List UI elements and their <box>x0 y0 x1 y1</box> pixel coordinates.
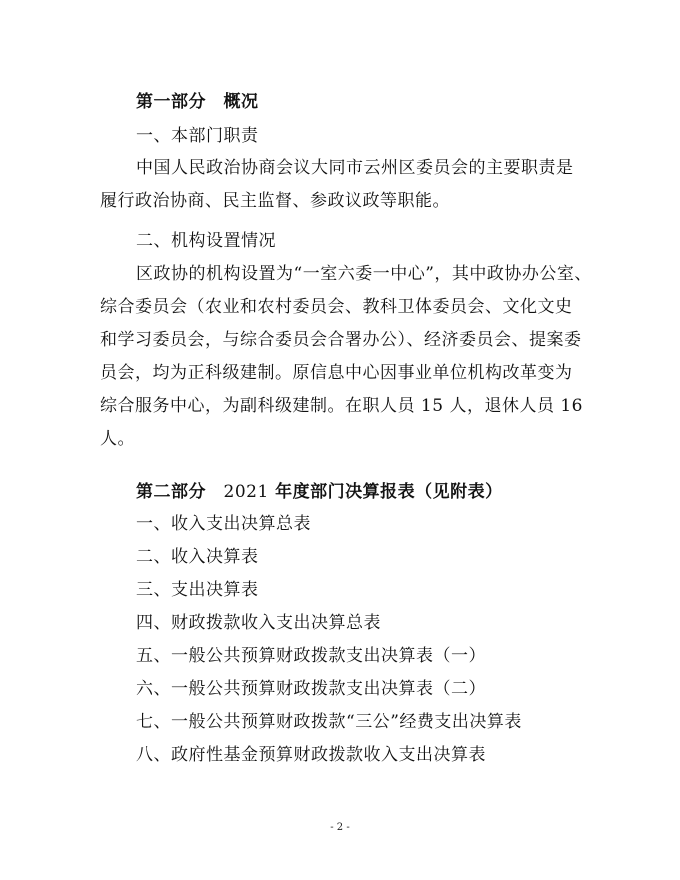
section2-paragraph-line-3: 和学习委员会，与综合委员会合署办公）、经济委员会、提案委 <box>100 330 582 350</box>
section2-heading: 二、机构设置情况 <box>136 231 276 251</box>
section1-paragraph-line-1: 中国人民政治协商会议大同市云州区委员会的主要职责是 <box>136 158 574 178</box>
list-item: 八、政府性基金预算财政拨款收入支出决算表 <box>136 745 486 765</box>
list-item: 六、一般公共预算财政拨款支出决算表（二） <box>136 679 486 699</box>
list-item: 二、收入决算表 <box>136 547 259 567</box>
part2-title-suffix: 年度部门决算报表（见附表） <box>268 482 503 502</box>
section2-paragraph-line-6: 人。 <box>100 429 135 449</box>
list-item: 五、一般公共预算财政拨款支出决算表（一） <box>136 646 486 666</box>
list-item: 四、财政拨款收入支出决算总表 <box>136 613 381 633</box>
section2-paragraph-line-1: 区政协的机构设置为“一室六委一中心”，其中政协办公室、 <box>136 264 592 284</box>
section2-paragraph-line-4: 员会，均为正科级建制。原信息中心因事业单位机构改革变为 <box>100 363 573 383</box>
part2-title-prefix: 第二部分 <box>136 482 224 502</box>
part1-title: 第一部分 概况 <box>136 92 259 112</box>
list-item: 一、收入支出决算总表 <box>136 514 311 534</box>
part2-title-year: 2021 <box>223 482 269 502</box>
section1-heading: 一、本部门职责 <box>136 126 259 146</box>
list-item: 七、一般公共预算财政拨款“三公”经费支出决算表 <box>136 712 522 732</box>
part2-title <box>136 476 586 508</box>
list-item: 三、支出决算表 <box>136 580 259 600</box>
section1-paragraph-line-2: 履行政治协商、民主监督、参政议政等职能。 <box>100 191 450 211</box>
section2-paragraph-line-2: 综合委员会（农业和农村委员会、教科卫体委员会、文化文史 <box>100 297 573 317</box>
section2-paragraph-line-5: 综合服务中心，为副科级建制。在职人员 15 人，退休人员 16 <box>100 396 583 416</box>
page-number: - 2 - <box>330 822 350 833</box>
